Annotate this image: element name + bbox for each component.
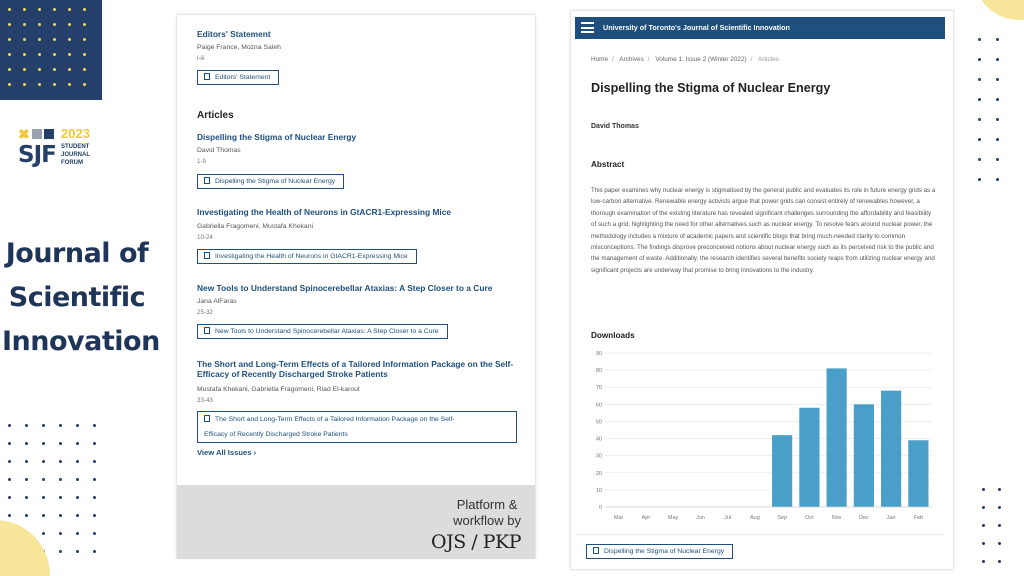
- y-tick-label: 10: [595, 487, 602, 494]
- navy-dot-grid-right: [978, 38, 1014, 198]
- bar-sep: [772, 435, 792, 507]
- platform-footer: [177, 485, 535, 559]
- x-tick-label: Feb: [913, 515, 924, 521]
- article-authors: Jana AlFaras: [197, 298, 237, 305]
- divider: [575, 534, 945, 535]
- article-pdf-button[interactable]: Dispelling the Stigma of Nuclear Energy: [197, 174, 344, 189]
- y-tick-label: 30: [595, 453, 602, 460]
- bar-dec: [854, 404, 874, 507]
- downloads-chart: [591, 347, 936, 525]
- editors-authors: Paige France, Mozna Saleh: [197, 44, 281, 51]
- logo-subtitle: STUDENT JOURNAL FORUM: [61, 144, 91, 166]
- logo-year: 2023: [61, 126, 90, 141]
- hamburger-menu-icon[interactable]: [581, 22, 594, 33]
- y-tick-label: 0: [598, 505, 602, 511]
- breadcrumb-home[interactable]: Home: [591, 56, 609, 63]
- platform-text: Platform & workflow by: [453, 497, 521, 528]
- chevron-right-icon: ›: [253, 448, 257, 457]
- ojs-pkp-logo[interactable]: OJS / PKP: [431, 531, 521, 553]
- document-icon: [204, 327, 210, 334]
- document-icon: [204, 252, 210, 259]
- article-authors: Mustafa Khekani, Gabriella Fragomeni, Riad El-karout: [197, 386, 360, 393]
- editors-statement-link[interactable]: Editors' Statement: [197, 29, 271, 39]
- document-icon: [593, 547, 599, 554]
- document-icon: [204, 73, 210, 80]
- x-tick-label: Jul: [724, 515, 732, 521]
- breadcrumb-current: Articles: [757, 56, 779, 63]
- y-tick-label: 70: [595, 385, 602, 392]
- x-tick-label: Dec: [858, 515, 869, 521]
- abstract-text: This paper examines why nuclear energy is stigmatised by the general public and evaluates its role in future energy grids as a low-carbon alternative. Renewable energy activists argue that power grids can consist entirely of renewables however, a thorough examination of the existing literature has revealed significant challenges surrounding the affordability and feasibility of such a grid, highlighting the need for other alternatives such as nuclear energy. To resolve fears around nuclear power, the methodology includes a mixture of academic papers and scientific blogs that bring much-needed clarity to common misconceptions. The findings disprove preconceived notions about nuclear energy such as its perceived risk to the public and the management of waste. Additionally, the research identifies several benefits society reaps from utilizing nuclear energy and significant projects are underway that promise to bring innovations to the industry.: [591, 187, 936, 274]
- article-title-link[interactable]: New Tools to Understand Spinocerebellar Ataxias: A Step Closer to a Cure: [197, 283, 493, 293]
- article-title-link[interactable]: Investigating the Health of Neurons in GtACR1-Expressing Mice: [197, 207, 452, 217]
- article-pdf-button[interactable]: The Short and Long-Term Effects of a Tailored Information Package on the Self- Efficacy of Recently Discharged Stroke Patients: [197, 411, 517, 443]
- x-tick-label: Nov: [831, 515, 842, 521]
- issue-toc-screenshot: [176, 14, 536, 558]
- yellow-dot-grid: [8, 8, 98, 98]
- sjf-logo: [18, 128, 102, 174]
- article-title-link[interactable]: Dispelling the Stigma of Nuclear Energy: [197, 132, 357, 142]
- editors-pdf-button[interactable]: Editors' Statement: [197, 70, 279, 85]
- article-author: David Thomas: [591, 123, 639, 130]
- x-tick-label: Aug: [749, 515, 760, 521]
- bar-feb: [908, 440, 928, 507]
- square-icon: [44, 129, 54, 139]
- x-mark-icon: ✖: [18, 126, 30, 142]
- view-all-issues-link[interactable]: View All Issues ›: [197, 448, 257, 457]
- x-tick-label: Jun: [695, 515, 705, 521]
- article-pdf-button[interactable]: New Tools to Understand Spinocerebellar Ataxias: A Step Closer to a Cure: [197, 324, 448, 339]
- downloads-heading: Downloads: [591, 331, 635, 340]
- document-icon: [204, 177, 210, 184]
- article-pages: 25-32: [197, 309, 213, 316]
- x-tick-label: Oct: [805, 515, 814, 521]
- article-page-screenshot: [570, 10, 954, 570]
- article-authors: David Thomas: [197, 147, 241, 154]
- y-tick-label: 80: [595, 368, 602, 375]
- article-pages: 10-24: [197, 234, 213, 241]
- breadcrumb-issue[interactable]: Volume 1: Issue 2 (Winter 2022): [655, 56, 747, 63]
- square-icon: [32, 129, 42, 139]
- yellow-circle-decoration: [974, 0, 1024, 20]
- article-pdf-button[interactable]: Dispelling the Stigma of Nuclear Energy: [586, 544, 733, 559]
- bar-jan: [881, 391, 901, 507]
- article-title: Dispelling the Stigma of Nuclear Energy: [591, 81, 831, 95]
- bar-nov: [827, 368, 847, 507]
- navy-dot-grid-bottom-right: [982, 488, 1014, 576]
- logo-mark: SJF: [18, 142, 56, 168]
- articles-heading: Articles: [197, 110, 234, 121]
- abstract-heading: Abstract: [591, 160, 625, 169]
- y-tick-label: 40: [595, 436, 602, 443]
- site-title[interactable]: University of Toronto's Journal of Scientific Innovation: [603, 23, 790, 32]
- article-pdf-button[interactable]: Investigating the Health of Neurons in GtACR1-Expressing Mice: [197, 249, 417, 264]
- x-tick-label: May: [667, 515, 679, 521]
- y-tick-label: 60: [595, 402, 602, 409]
- x-tick-label: Jan: [886, 515, 896, 521]
- journal-title: Journal of Scientific Innovation: [2, 238, 160, 357]
- y-tick-label: 20: [595, 470, 602, 477]
- bar-oct: [799, 408, 819, 507]
- article-pages: 33-43: [197, 397, 213, 404]
- article-pages: 1-9: [197, 158, 206, 165]
- site-header: [575, 17, 945, 39]
- document-icon: [204, 415, 210, 422]
- x-tick-label: Mar: [613, 515, 624, 521]
- x-tick-label: Apr: [641, 515, 651, 521]
- x-tick-label: Sep: [777, 515, 788, 521]
- article-title-link[interactable]: The Short and Long-Term Effects of a Tailored Information Package on the Self- Efficacy of Recently Discharged Stroke Patients: [197, 359, 514, 379]
- y-tick-label: 50: [595, 419, 602, 426]
- breadcrumb: Home / Archives / Volume 1: Issue 2 (Winter 2022) / Articles: [591, 56, 779, 63]
- article-authors: Gabriella Fragomeni, Mustafa Khekani: [197, 223, 313, 230]
- y-tick-label: 90: [595, 351, 602, 357]
- breadcrumb-archives[interactable]: Archives: [619, 56, 644, 63]
- editors-pages: i-iii: [197, 55, 205, 62]
